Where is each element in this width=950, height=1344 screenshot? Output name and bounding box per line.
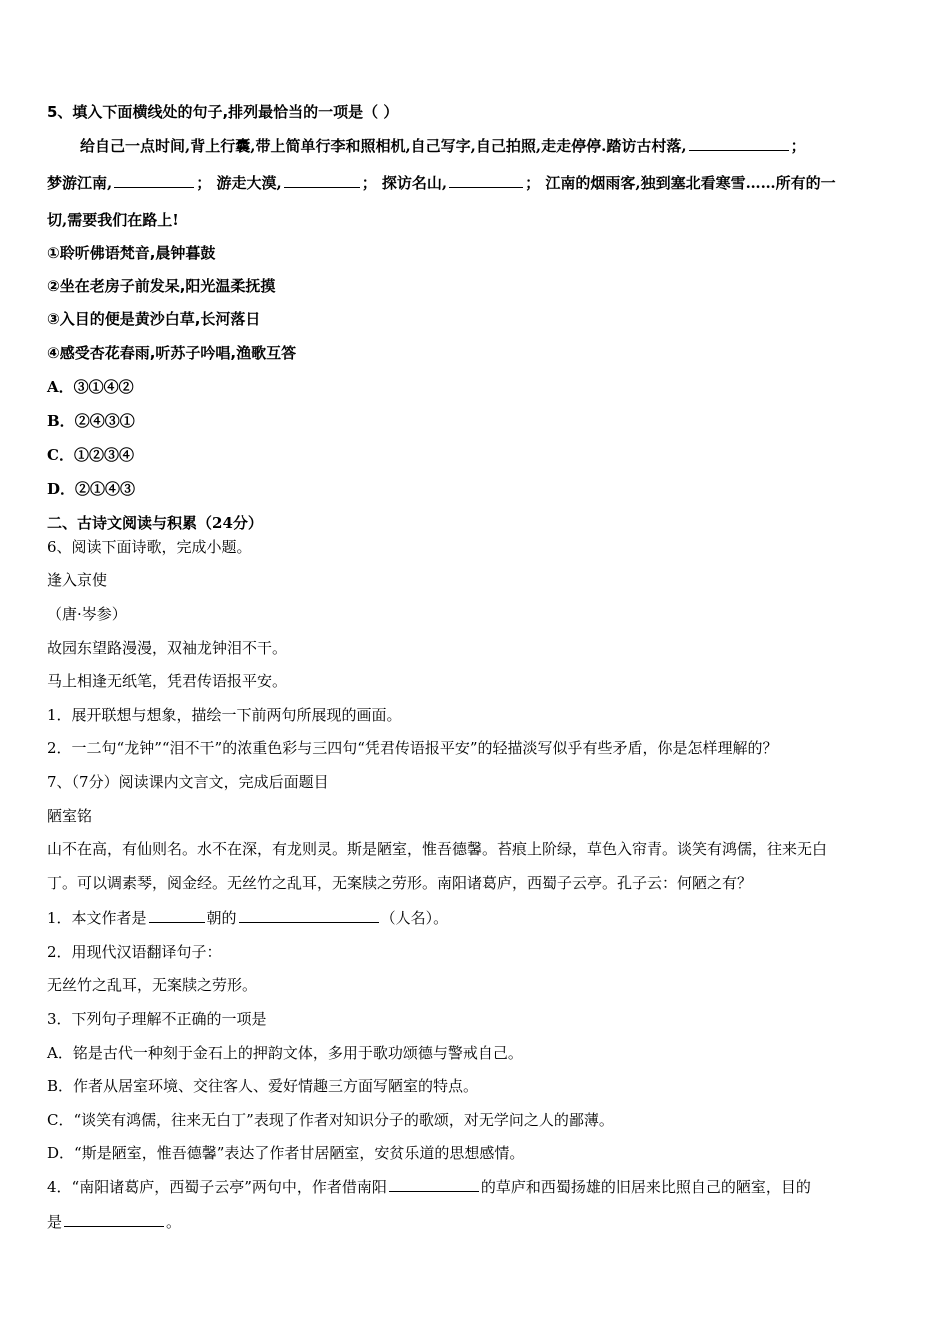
q5-stem: 5、填入下面横线处的句子,排列最恰当的一项是（ ）	[47, 103, 399, 121]
q7-sub-4-line-2	[47, 1211, 910, 1233]
fill-blank-1[interactable]	[689, 136, 789, 151]
q7-sub-4-line-1	[47, 1176, 910, 1198]
q5-passage-sep-2: ； 游走大漠,	[196, 174, 282, 192]
q7-sub-1	[47, 907, 910, 929]
purpose-blank[interactable]	[64, 1212, 164, 1227]
option-label: C．	[47, 446, 74, 464]
q7-sub-2: 2．用现代汉语翻译句子：	[47, 943, 222, 961]
q7-sub-4-text-c: 是	[47, 1213, 63, 1231]
option-value: ②④③①	[74, 412, 135, 430]
essay-text-line-1: 山不在高，有仙则名。水不在深，有龙则灵。斯是陋室，惟吾德馨。苔痕上阶绿，草色入帘青。谈笑有鸿儒，往来无白	[47, 840, 828, 858]
dynasty-blank[interactable]	[149, 908, 205, 923]
q5-passage-line-3: 切,需要我们在路上!	[47, 211, 179, 229]
poem-author: （唐·岑参）	[47, 605, 127, 623]
q5-passage-text-1: 给自己一点时间,背上行囊,带上简单行李和照相机,自己写字,自己拍照,走走停停.踏访古村落,	[80, 137, 687, 155]
option-label: B．	[47, 412, 75, 430]
poem-line-1: 故园东望路漫漫，双袖龙钟泪不干。	[47, 639, 288, 657]
q7-sub-4-text-d: 。	[166, 1213, 182, 1231]
q7-sub-3-option-b[interactable]: B．作者从居室环境、交往客人、爱好情趣三方面写陋室的特点。	[47, 1077, 479, 1095]
option-value: ①②③④	[73, 446, 134, 464]
q5-passage-line-1	[80, 135, 910, 157]
q5-item-1: ①聆听佛语梵音,晨钟暮鼓	[47, 244, 216, 262]
section-heading: 二、古诗文阅读与积累（24分）	[47, 514, 263, 532]
q6-sub-1: 1．展开联想与想象，描绘一下前两句所展现的画面。	[47, 706, 402, 724]
q7-sub-2-sentence: 无丝竹之乱耳，无案牍之劳形。	[47, 976, 258, 994]
q6-stem: 6、阅读下面诗歌，完成小题。	[47, 538, 252, 556]
author-blank[interactable]	[239, 908, 379, 923]
option-label: A．	[47, 378, 74, 396]
q5-option-d[interactable]	[47, 478, 910, 500]
q5-option-a[interactable]	[47, 376, 910, 398]
q5-option-c[interactable]	[47, 444, 910, 466]
q7-sub-4-text-a: 4．“南阳诸葛庐，西蜀子云亭”两句中，作者借南阳	[47, 1178, 387, 1196]
q5-passage-line-2	[47, 172, 910, 194]
q5-passage-sep-3: ； 探访名山,	[361, 174, 448, 192]
q5-passage-sep-4: ； 江南的烟雨客,独到塞北看寒雪……所有的一	[525, 174, 836, 192]
q7-sub-1-text-a: 1．本文作者是	[47, 909, 147, 927]
q7-sub-3-option-a[interactable]: A．铭是古代一种刻于金石上的押韵文体，多用于歌功颂德与警戒自己。	[47, 1044, 523, 1062]
q7-sub-1-text-c: （人名）。	[380, 909, 449, 927]
poem-line-2: 马上相逢无纸笔，凭君传语报平安。	[47, 672, 288, 690]
fill-blank-2[interactable]	[114, 173, 194, 188]
q7-sub-3-option-c[interactable]: C．“谈笑有鸿儒，往来无白丁”表现了作者对知识分子的歌颂，对无学问之人的鄙薄。	[47, 1111, 614, 1129]
poem-title: 逢入京使	[47, 571, 108, 589]
q7-sub-3-option-d[interactable]: D．“斯是陋室，惟吾德馨”表达了作者甘居陋室，安贫乐道的思想感情。	[47, 1144, 525, 1162]
essay-title: 陋室铭	[47, 807, 93, 825]
q5-passage-sep-1: ；	[790, 137, 806, 155]
q5-item-2: ②坐在老房子前发呆,阳光温柔抚摸	[47, 277, 276, 295]
q5-passage-text-2: 梦游江南,	[47, 174, 113, 192]
q7-sub-3: 3．下列句子理解不正确的一项是	[47, 1010, 267, 1028]
q5-item-3: ③入目的便是黄沙白草,长河落日	[47, 310, 261, 328]
q6-sub-2: 2．一二句“龙钟”“泪不干”的浓重色彩与三四句“凭君传语报平安”的轻描淡写似乎有些矛盾，你是怎样理解的？	[47, 739, 778, 757]
option-value: ③①④②	[73, 378, 134, 396]
place-blank[interactable]	[389, 1177, 479, 1192]
option-value: ②①④③	[75, 480, 136, 498]
fill-blank-3[interactable]	[284, 173, 360, 188]
q7-stem: 7、（7分）阅读课内文言文，完成后面题目	[47, 773, 329, 791]
fill-blank-4[interactable]	[449, 173, 523, 188]
q5-option-b[interactable]	[47, 410, 910, 432]
q5-item-4: ④感受杏花春雨,听苏子吟唱,渔歌互答	[47, 344, 297, 362]
q7-sub-4-text-b: 的草庐和西蜀扬雄的旧居来比照自己的陋室，目的	[480, 1178, 811, 1196]
q7-sub-1-text-b: 朝的	[206, 909, 237, 927]
essay-text-line-2: 丁。可以调素琴，阅金经。无丝竹之乱耳，无案牍之劳形。南阳诸葛庐，西蜀子云亭。孔子云：何陋之有？	[47, 874, 753, 892]
option-label: D．	[47, 480, 76, 498]
